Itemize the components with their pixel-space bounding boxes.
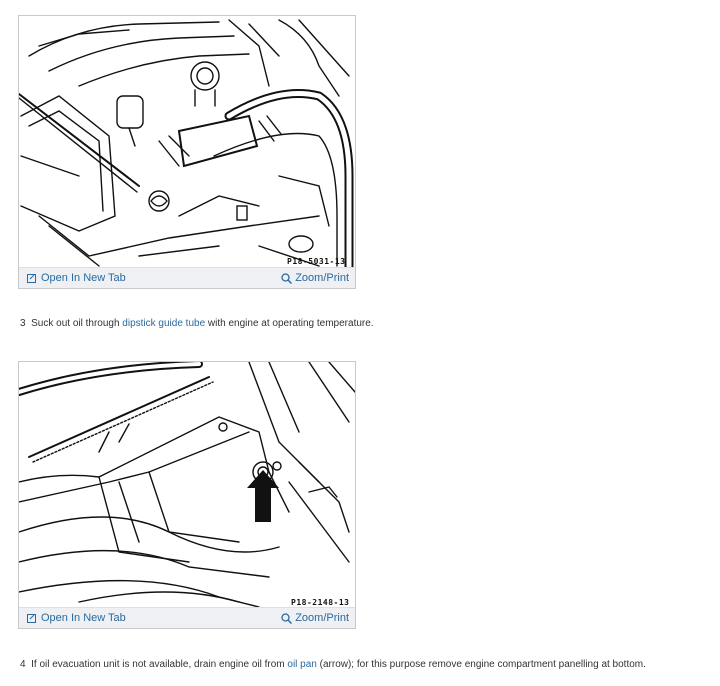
step-3-text xyxy=(20,318,374,329)
oil-pan-link[interactable]: oil pan xyxy=(287,659,317,670)
step-text-before: If oil evacuation unit is not available, drain engine oil from xyxy=(31,659,285,670)
figure-tag: P18-2148-13 xyxy=(291,598,350,607)
figure-toolbar xyxy=(19,267,355,288)
figure-tag: P18-5031-13 xyxy=(287,257,346,266)
zoom-print-link[interactable] xyxy=(281,272,349,284)
step-text-after: (arrow); for this purpose remove engine compartment panelling at bottom. xyxy=(319,659,646,670)
open-in-new-tab-label: Open In New Tab xyxy=(41,272,126,284)
engine-line-drawing xyxy=(19,16,355,267)
magnifier-icon xyxy=(281,613,292,624)
step-number: 4 xyxy=(20,659,26,670)
oil-pan-illustration xyxy=(19,362,355,607)
magnifier-icon xyxy=(281,273,292,284)
figure-toolbar xyxy=(19,607,355,628)
figure-oil-pan xyxy=(18,361,356,629)
step-4-text xyxy=(20,659,646,670)
open-in-new-tab-link[interactable] xyxy=(27,272,126,284)
step-text-after: with engine at operating temperature. xyxy=(207,318,374,329)
zoom-print-link[interactable] xyxy=(281,612,349,624)
new-tab-icon xyxy=(27,273,37,283)
zoom-print-label: Zoom/Print xyxy=(295,272,349,284)
step-number: 3 xyxy=(20,318,26,329)
oil-pan-line-drawing xyxy=(19,362,355,607)
dipstick-guide-tube-link[interactable]: dipstick guide tube xyxy=(122,318,206,329)
open-in-new-tab-link[interactable] xyxy=(27,612,126,624)
open-in-new-tab-label: Open In New Tab xyxy=(41,612,126,624)
zoom-print-label: Zoom/Print xyxy=(295,612,349,624)
engine-dipstick-illustration xyxy=(19,16,355,267)
new-tab-icon xyxy=(27,613,37,623)
step-text-before: Suck out oil through xyxy=(31,318,120,329)
figure-engine-dipstick xyxy=(18,15,356,289)
